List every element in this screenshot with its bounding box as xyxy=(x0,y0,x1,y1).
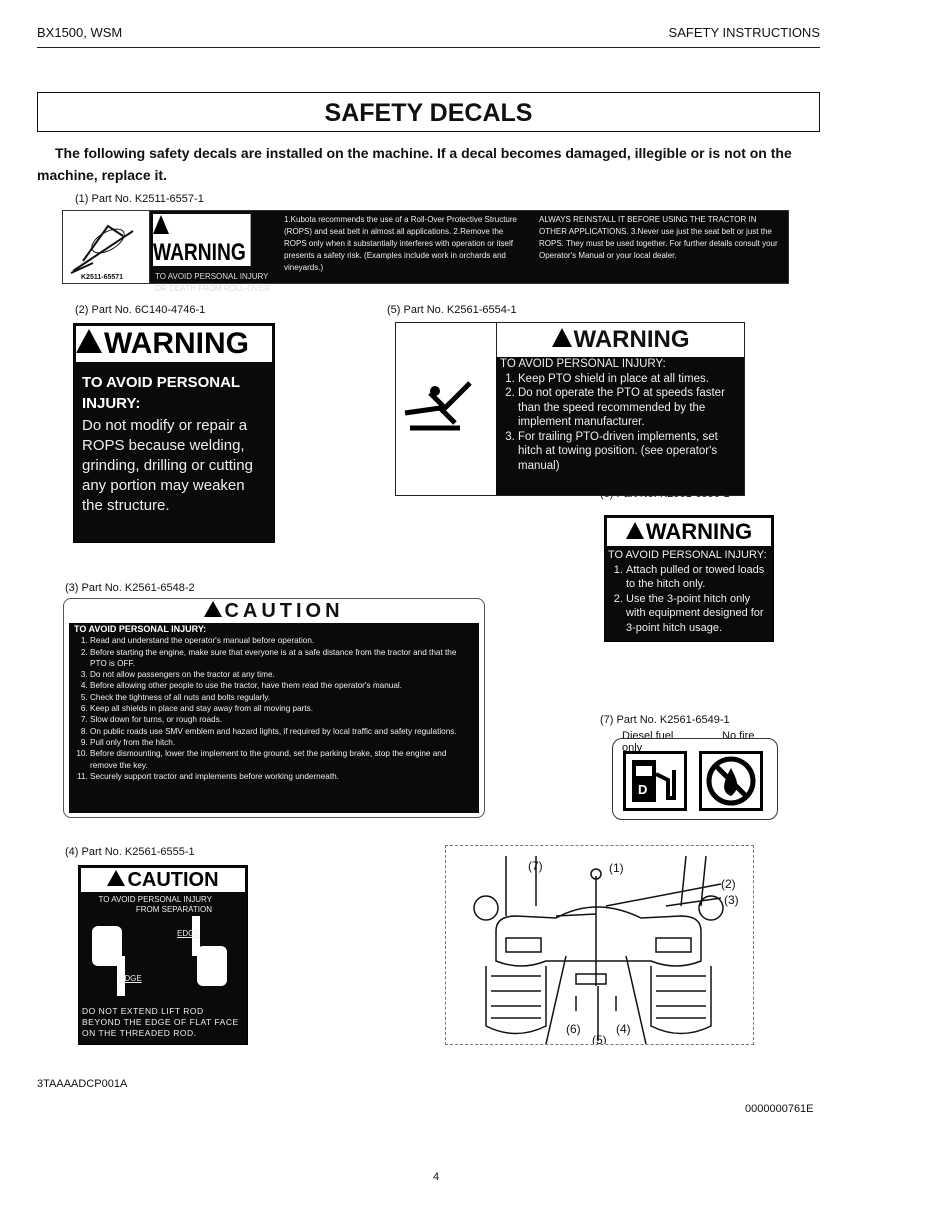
decal-location-diagram xyxy=(445,845,754,1045)
decal2-heading-text: WARNING xyxy=(104,327,249,360)
decal5-label: (5) Part No. K2561-6554-1 xyxy=(387,304,517,316)
decal3-item: 10. Before dismounting, lower the implement to the ground, set the parking brake, stop the engine and remove the key. xyxy=(90,748,474,771)
decal-6 xyxy=(604,515,774,642)
decal4-heading xyxy=(81,868,245,892)
header-right: SAFETY INSTRUCTIONS xyxy=(668,25,820,40)
decal2-label: (2) Part No. 6C140-4746-1 xyxy=(75,304,206,316)
decal3-item: 4. Before allowing other people to use the tractor, have them read the operator's manual. xyxy=(90,680,474,691)
lift-rod-diagram xyxy=(87,916,237,996)
decal4-body: DO NOT EXTEND LIFT ROD BEYOND THE EDGE OF FLAT FACE ON THE THREADED ROD. xyxy=(82,1006,239,1038)
page-title: SAFETY DECALS xyxy=(37,92,820,132)
decal6-heading-text: WARNING xyxy=(645,519,753,544)
decal2-body: Do not modify or repair a ROPS because welding, grinding, drilling or cutting any portion may weaken the structure. xyxy=(82,417,253,514)
warning-triangle-icon xyxy=(76,329,102,353)
page-number: 4 xyxy=(433,1171,440,1183)
decal5-item: 2. Do not operate the PTO at speeds faster than the speed recommended by the implement manufacturer. xyxy=(518,386,740,430)
header-left: BX1500, WSM xyxy=(37,25,123,40)
decal-1 xyxy=(62,210,789,293)
fuel-pump-icon xyxy=(623,751,687,811)
decal3-item: 7. Slow down for turns, or rough roads. xyxy=(90,714,474,725)
decal5-item: 1. Keep PTO shield in place at all times. xyxy=(518,372,740,387)
decal3-heading xyxy=(64,599,484,623)
callout-3: (3) xyxy=(724,893,739,907)
decal3-sub: TO AVOID PERSONAL INJURY: xyxy=(74,624,207,634)
decal1-sub: TO AVOID PERSONAL INJURY OR DEATH FROM ROLL-OVER xyxy=(155,272,270,293)
edge-label-top: EDGE xyxy=(177,929,200,938)
tractor-rear-illustration xyxy=(446,846,753,1044)
no-fire-icon xyxy=(699,751,763,811)
decal-5 xyxy=(395,322,745,496)
decal3-item: 1. Read and understand the operator's manual before operation. xyxy=(90,635,474,646)
decal3-item: 11. Securely support tractor and implements before working underneath. xyxy=(90,771,474,782)
decal1-heading-text: WARNING xyxy=(153,239,246,266)
warning-triangle-icon xyxy=(552,328,572,347)
header-rule xyxy=(37,47,820,48)
decal6-sub: TO AVOID PERSONAL INJURY: xyxy=(608,549,767,561)
callout-2: (2) xyxy=(721,877,736,891)
decal7-label: (7) Part No. K2561-6549-1 xyxy=(600,714,730,726)
decal7-right-caption: No fire xyxy=(722,730,755,742)
decal4-heading-text: CAUTION xyxy=(127,869,219,891)
decal6-label: (6) Part No. K2561-6556-1 xyxy=(600,488,730,500)
decal1-heading xyxy=(153,214,251,266)
callout-5: (5) xyxy=(592,1033,607,1044)
decal1-label: (1) Part No. K2511-6557-1 xyxy=(75,193,204,205)
warning-triangle-icon xyxy=(626,522,644,539)
decal3-body xyxy=(69,623,479,813)
decal3-item: 2. Before starting the engine, make sure that everyone is at a safe distance from the tractor and that the PTO is OFF. xyxy=(90,647,474,670)
callout-6: (6) xyxy=(566,1022,581,1036)
warning-triangle-icon xyxy=(153,215,169,234)
decal3-heading-text: CAUTION xyxy=(224,600,344,622)
edge-label-bottom: EDGE xyxy=(119,974,142,983)
decal3-item: 6. Keep all shields in place and stay away from all moving parts. xyxy=(90,703,474,714)
callout-7: (7) xyxy=(528,859,543,873)
decal5-sub: TO AVOID PERSONAL INJURY: xyxy=(500,358,666,370)
decal5-heading-text: WARNING xyxy=(573,326,690,353)
decal4-label: (4) Part No. K2561-6555-1 xyxy=(65,846,195,858)
rollover-icon xyxy=(63,211,149,283)
decal6-heading xyxy=(607,518,771,546)
rollover-pictogram xyxy=(63,211,150,283)
caution-triangle-icon xyxy=(107,870,125,886)
decal-2 xyxy=(73,323,275,543)
decal1-code: K2511-65571 xyxy=(81,274,124,281)
intro-text: The following safety decals are installed on the machine. If a decal becomes damaged, illegible or is not on the machine, replace it. xyxy=(37,145,792,183)
decal3-item: 8. On public roads use SMV emblem and hazard lights, if required by local traffic and safety regulations. xyxy=(90,726,474,737)
callout-1: (1) xyxy=(609,861,624,875)
decal5-heading xyxy=(496,323,744,357)
decal6-item: 2. Use the 3-point hitch only with equipment designed for 3-point hitch usage. xyxy=(626,592,770,636)
decal-4 xyxy=(78,865,248,1045)
decal3-item: 9. Pull only from the hitch. xyxy=(90,737,474,748)
decal3-label: (3) Part No. K2561-6548-2 xyxy=(65,582,195,594)
decal-7 xyxy=(612,738,778,820)
decal1-col1: 1.Kubota recommends the use of a Roll-Over Protective Structure (ROPS) and seat belt in almost all applications. 2.Remove the ROPS only when it substantially interferes with operation or itself presents a safety risk. (Examples include work in orchards and vineyards.) xyxy=(278,211,533,283)
decal5-body xyxy=(496,357,744,495)
decal2-heading xyxy=(76,326,272,362)
decal2-sub: TO AVOID PERSONAL INJURY: xyxy=(82,374,240,412)
decal3-item: 5. Check the tightness of all nuts and bolts regularly. xyxy=(90,692,474,703)
pto-entanglement-icon xyxy=(400,373,490,443)
decal5-item: 3. For trailing PTO-driven implements, set hitch at towing position. (see operator's manual) xyxy=(518,430,740,474)
callout-4: (4) xyxy=(616,1022,631,1036)
decal6-body xyxy=(605,548,773,635)
caution-triangle-icon xyxy=(204,601,222,617)
pump-letter: D xyxy=(638,782,648,797)
decal1-col2: ALWAYS REINSTALL IT BEFORE USING THE TRACTOR IN OTHER APPLICATIONS. 3.Never use just the seat belt or just the ROPS. They must be used together. For further details consult your Operator's Manual or your local dealer. xyxy=(533,211,788,283)
figure-code: 3TAAAADCP001A xyxy=(37,1078,128,1090)
decal7-left-caption: Diesel fuel only xyxy=(622,730,674,754)
decal6-item: 1. Attach pulled or towed loads to the hitch only. xyxy=(626,563,770,592)
decal-3 xyxy=(63,598,485,818)
decal3-item: 3. Do not allow passengers on the tractor at any time. xyxy=(90,669,474,680)
document-code: 0000000761E xyxy=(745,1103,814,1115)
decal4-sub: TO AVOID PERSONAL INJURY FROM SEPARATION xyxy=(98,895,212,914)
